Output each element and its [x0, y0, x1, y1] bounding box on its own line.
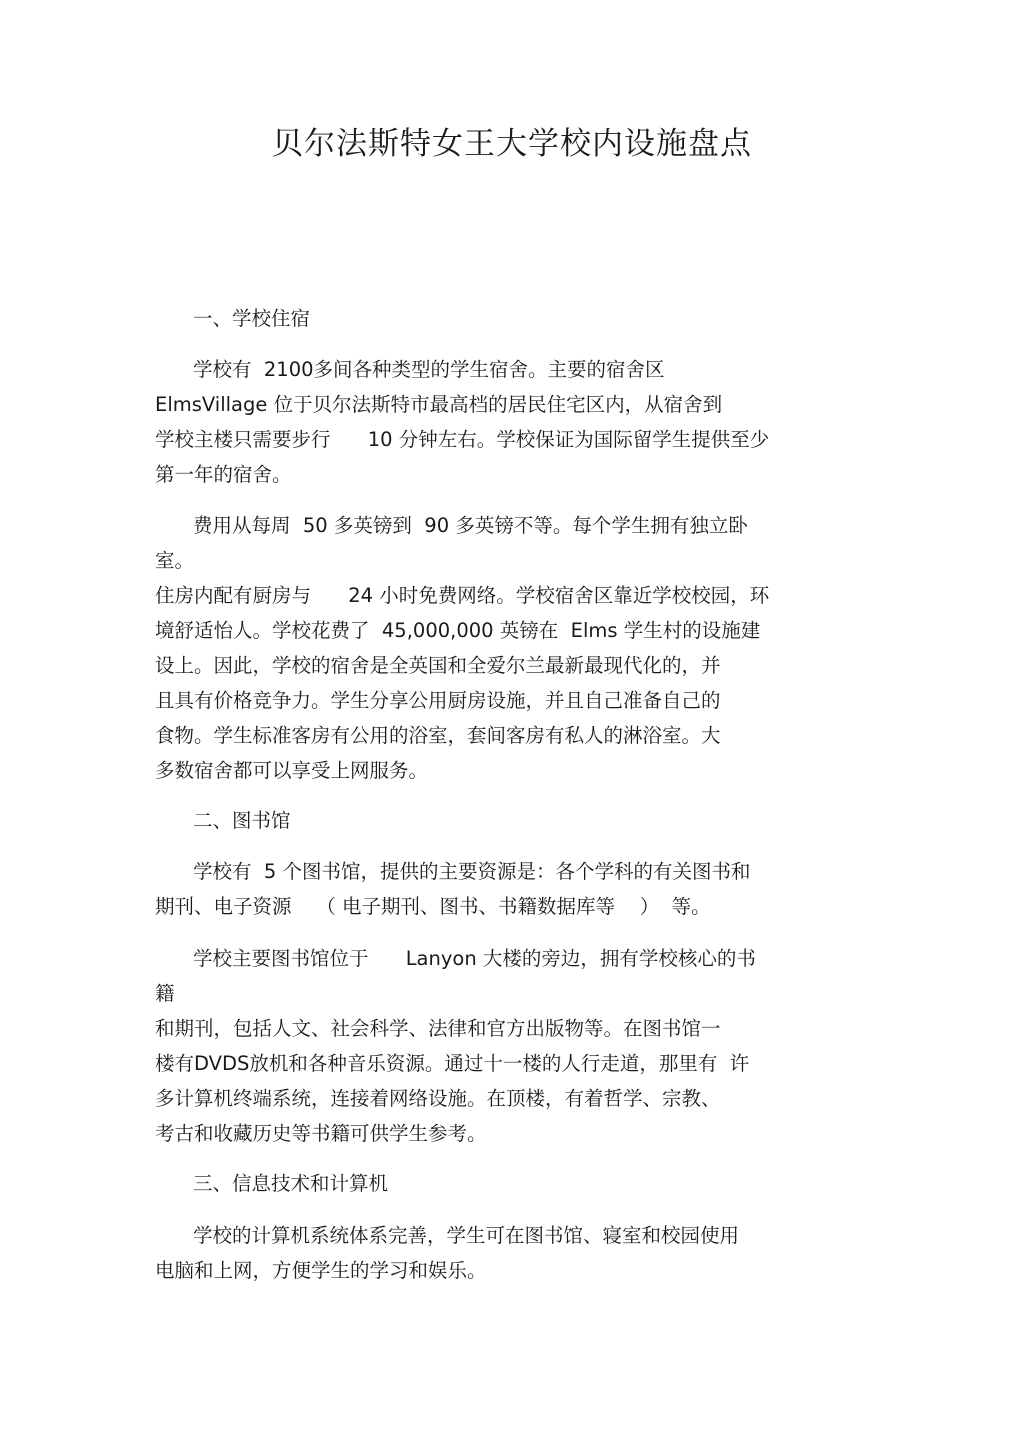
- paragraph-line: 多数宿舍都可以享受上网服务。: [155, 759, 429, 782]
- paragraph-line: 学校有 5 个图书馆，提供的主要资源是：各个学科的有关图书和: [193, 860, 751, 883]
- paragraph-line: 室。: [155, 549, 195, 572]
- paragraph-line: 籍: [155, 982, 175, 1005]
- paragraph-line: 学校主楼只需要步行 10 分钟左右。学校保证为国际留学生提供至少: [155, 428, 770, 451]
- paragraph-line: 电脑和上网，方便学生的学习和娱乐。: [155, 1259, 487, 1282]
- paragraph-line: 费用从每周 50 多英镑到 90 多英镑不等。每个学生拥有独立卧: [193, 514, 748, 537]
- section-heading-library: 二、图书馆: [193, 809, 291, 832]
- paragraph-line: 境舒适怡人。学校花费了 45,000,000 英镑在 Elms 学生村的设施建: [155, 619, 761, 642]
- paragraph-line: 楼有DVDS放机和各种音乐资源。通过十一楼的人行走道，那里有 许: [155, 1052, 750, 1075]
- section-heading-accommodation: 一、学校住宿: [193, 307, 311, 330]
- paragraph-line: 住房内配有厨房与 24 小时免费网络。学校宿舍区靠近学校校园，环: [155, 584, 770, 607]
- paragraph-line: 且具有价格竞争力。学生分享公用厨房设施，并且自己准备自己的: [155, 689, 721, 712]
- paragraph-line: 考古和收藏历史等书籍可供学生参考。: [155, 1122, 487, 1145]
- paragraph-line: 第一年的宿舍。: [155, 463, 292, 486]
- paragraph-line: 设上。因此，学校的宿舍是全英国和全爱尔兰最新最现代化的，并: [155, 654, 721, 677]
- paragraph-line: 期刊、电子资源 （ 电子期刊、图书、书籍数据库等 ） 等。: [155, 895, 711, 918]
- paragraph-line: 学校有 2100多间各种类型的学生宿舍。主要的宿舍区: [193, 358, 665, 381]
- section-heading-it-computers: 三、信息技术和计算机: [193, 1172, 389, 1195]
- paragraph-line: 学校的计算机系统体系完善，学生可在图书馆、寝室和校园使用: [193, 1224, 740, 1247]
- paragraph-line: 食物。学生标准客房有公用的浴室，套间客房有私人的淋浴室。大: [155, 724, 721, 747]
- paragraph-line: ElmsVillage 位于贝尔法斯特市最高档的居民住宅区内，从宿舍到: [155, 393, 723, 416]
- document-title: 贝尔法斯特女王大学校内设施盘点: [272, 126, 752, 162]
- paragraph-line: 和期刊，包括人文、社会科学、法律和官方出版物等。在图书馆一: [155, 1017, 721, 1040]
- paragraph-line: 学校主要图书馆位于 Lanyon 大楼的旁边，拥有学校核心的书: [193, 947, 756, 970]
- paragraph-line: 多计算机终端系统，连接着网络设施。在顶楼，有着哲学、宗教、: [155, 1087, 721, 1110]
